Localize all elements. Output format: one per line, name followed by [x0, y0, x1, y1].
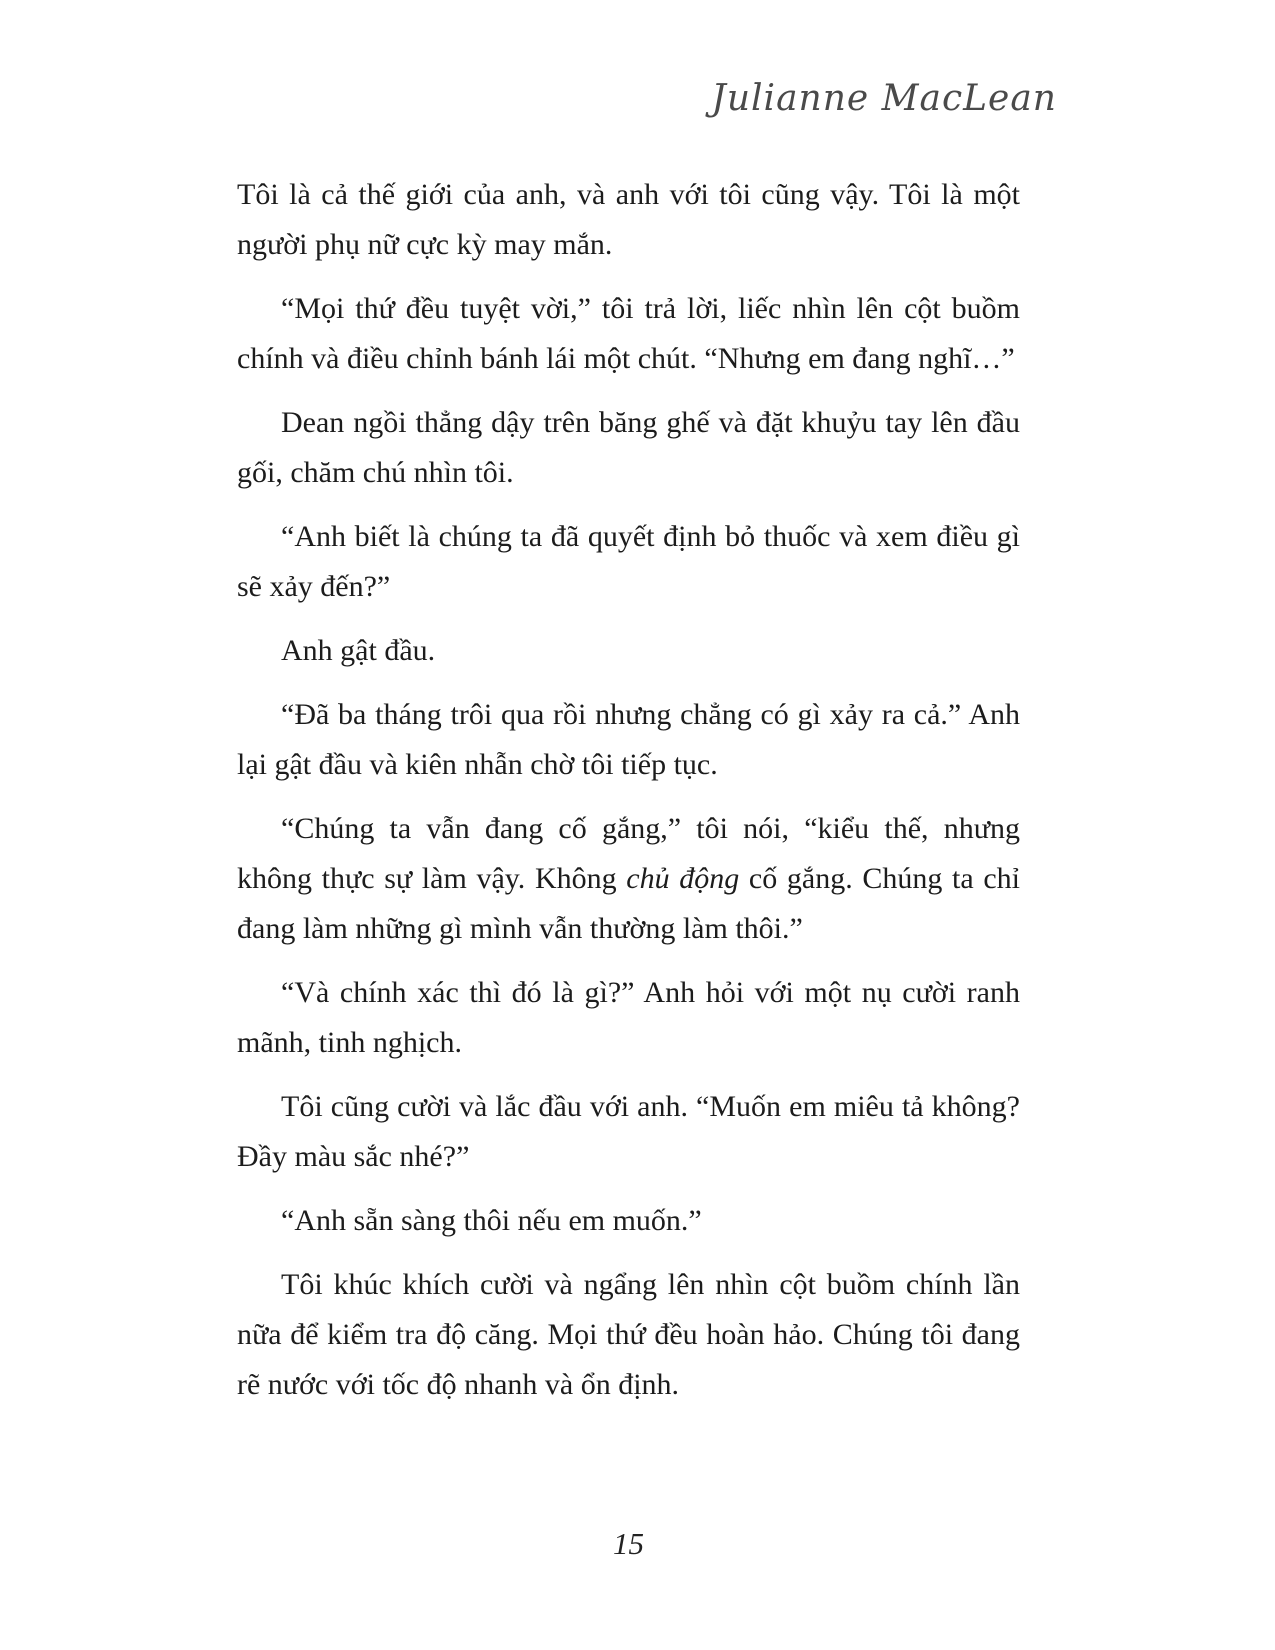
- italic-text: chủ động: [626, 862, 740, 895]
- paragraph-4: [237, 512, 1020, 612]
- text-segment: “Anh sẵn sàng thôi nếu em muốn.”: [281, 1204, 702, 1237]
- text-segment: “Chúng ta vẫn đang cố gắng,” tôi nói, “kiểu thế, nhưng không thực sự làm vậy. Không: [237, 812, 1020, 895]
- text-segment: Tôi khúc khích cười và ngẩng lên nhìn cột buồm chính lần nữa để kiểm tra độ căng. Mọi thứ đều hoàn hảo. Chúng tôi đang rẽ nước với tốc độ nhanh và ổn định.: [237, 1268, 1020, 1401]
- running-header-author: Julianne MacLean: [711, 78, 1057, 119]
- text-segment: “Đã ba tháng trôi qua rồi nhưng chẳng có gì xảy ra cả.” Anh lại gật đầu và kiên nhẫn chờ tôi tiếp tục.: [237, 698, 1020, 781]
- page-number: 15: [613, 1526, 644, 1561]
- paragraph-8: [237, 968, 1020, 1068]
- text-segment: “Anh biết là chúng ta đã quyết định bỏ thuốc và xem điều gì sẽ xảy đến?”: [237, 520, 1020, 603]
- paragraph-6: [237, 690, 1020, 790]
- paragraph-2: [237, 284, 1020, 384]
- text-segment: Tôi là cả thế giới của anh, và anh với tôi cũng vậy. Tôi là một người phụ nữ cực kỳ may mắn.: [237, 178, 1020, 261]
- text-segment: “Và chính xác thì đó là gì?” Anh hỏi với một nụ cười ranh mãnh, tinh nghịch.: [237, 976, 1020, 1059]
- text-segment: “Mọi thứ đều tuyệt vời,” tôi trả lời, liếc nhìn lên cột buồm chính và điều chỉnh bánh lái một chút. “Nhưng em đang nghĩ…”: [237, 292, 1020, 375]
- paragraph-5: [237, 626, 1020, 676]
- text-segment: cố gắng. Chúng ta chỉ đang làm những gì mình vẫn thường làm thôi.”: [237, 862, 1020, 945]
- paragraph-3: [237, 398, 1020, 498]
- text-segment: Anh gật đầu.: [281, 634, 436, 667]
- paragraph-11: [237, 1260, 1020, 1410]
- body-text: [237, 170, 1020, 1424]
- text-segment: Dean ngồi thẳng dậy trên băng ghế và đặt khuỷu tay lên đầu gối, chăm chú nhìn tôi.: [237, 406, 1020, 489]
- paragraph-7: [237, 804, 1020, 954]
- paragraph-10: [237, 1196, 1020, 1246]
- paragraph-9: [237, 1082, 1020, 1182]
- text-segment: Tôi cũng cười và lắc đầu với anh. “Muốn em miêu tả không? Đầy màu sắc nhé?”: [237, 1090, 1020, 1173]
- paragraph-1: [237, 170, 1020, 270]
